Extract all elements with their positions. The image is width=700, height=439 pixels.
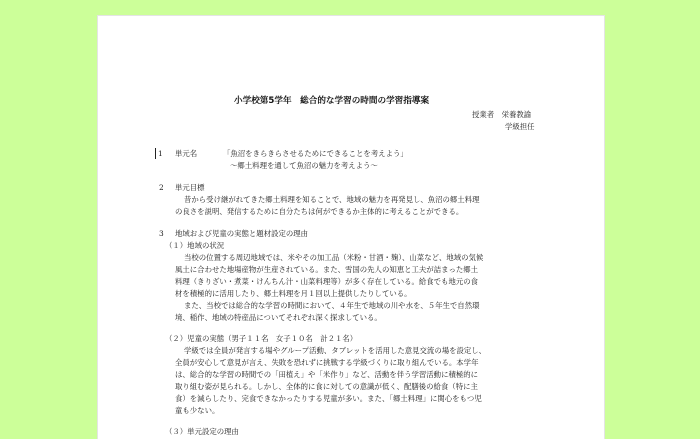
paragraph-line: 料理（きりざい・煮菜・けんちん汁・山菜料理等）が多く存在している。給食でも地元の食 bbox=[175, 277, 479, 286]
section2-body-line: 昔から受け継がれてきた郷土料理を知ることで、地域の魅力を再発見し、魚沼の郷土料理 bbox=[184, 195, 480, 204]
subsection1-heading: （１）地域の状況 bbox=[165, 241, 225, 250]
document-page bbox=[98, 16, 604, 439]
paragraph-line: は、総合的な学習の時間での「田植え」や「米作り」など、活動を伴う学習活動に積極的に bbox=[175, 370, 479, 379]
paragraph-line: 童も少ない。 bbox=[175, 406, 220, 415]
paragraph-line: 境、稲作、地域の特産品についてそれぞれ深く探求している。 bbox=[175, 313, 382, 322]
subsection2-heading: （２）児童の実態（男子１１名 女子１０名 計２１名） bbox=[165, 334, 358, 343]
section1-number: 1 bbox=[158, 149, 163, 158]
paragraph-line: 食）を減らしたり、完食できなかったりする児童が多い。また、「郷土料理」に関心をもつ児 bbox=[175, 394, 482, 403]
section1-label: 単元名 bbox=[175, 149, 198, 158]
section3-label: 地域および児童の実態と題材設定の理由 bbox=[175, 229, 309, 238]
document-title: 小学校第5学年 総合的な学習の時間の学習指導案 bbox=[234, 96, 430, 106]
unit-title: 「魚沼をきらきらさせるためにできることを考えよう」 bbox=[223, 149, 408, 158]
author-teacher: 授業者 栄養教諭 bbox=[472, 110, 532, 119]
unit-subtitle: ～郷土料理を通して魚沼の魅力を考えよう～ bbox=[230, 161, 378, 170]
paragraph-line: 材を積極的に活用したり、郷土料理を月１回以上提供したりしている。 bbox=[175, 289, 412, 298]
section2-label: 単元目標 bbox=[175, 183, 205, 192]
text-cursor bbox=[155, 148, 156, 159]
author-homeroom: 学級担任 bbox=[505, 122, 535, 131]
subsection3-heading: （３）単元設定の理由 bbox=[165, 427, 239, 436]
paragraph-line: 全員が安心して意見が言え、失敗を恐れずに挑戦する学級づくりに取り組んでいる。本学年 bbox=[175, 358, 479, 367]
paragraph-line: また、当校では総合的な学習の時間において、４年生で地域の川や水を、５年生で自然環 bbox=[184, 301, 480, 310]
paragraph-line: 取り組む姿が見られる。しかし、全体的に食に対しての意識が低く、配膳後の給食（特に主 bbox=[175, 382, 478, 391]
section3-number: 3 bbox=[159, 229, 164, 238]
paragraph-line: 学級では全員が発言する場やグループ活動、タブレットを活用した意見交流の場を設定し、 bbox=[184, 346, 487, 355]
section2-number: 2 bbox=[159, 183, 164, 192]
section2-body-line: の良さを説明、発信するために自分たちは何ができるか主体的に考えることができる。 bbox=[175, 207, 464, 216]
paragraph-line: 当校の位置する周辺地域では、米やその加工品（米粉・甘酒・麹）、山菜など、地域の気候 bbox=[184, 253, 484, 262]
paragraph-line: 風土に合わせた地場産物が生産されている。また、雪国の先人の知恵と工夫が詰まった郷土 bbox=[175, 265, 479, 274]
